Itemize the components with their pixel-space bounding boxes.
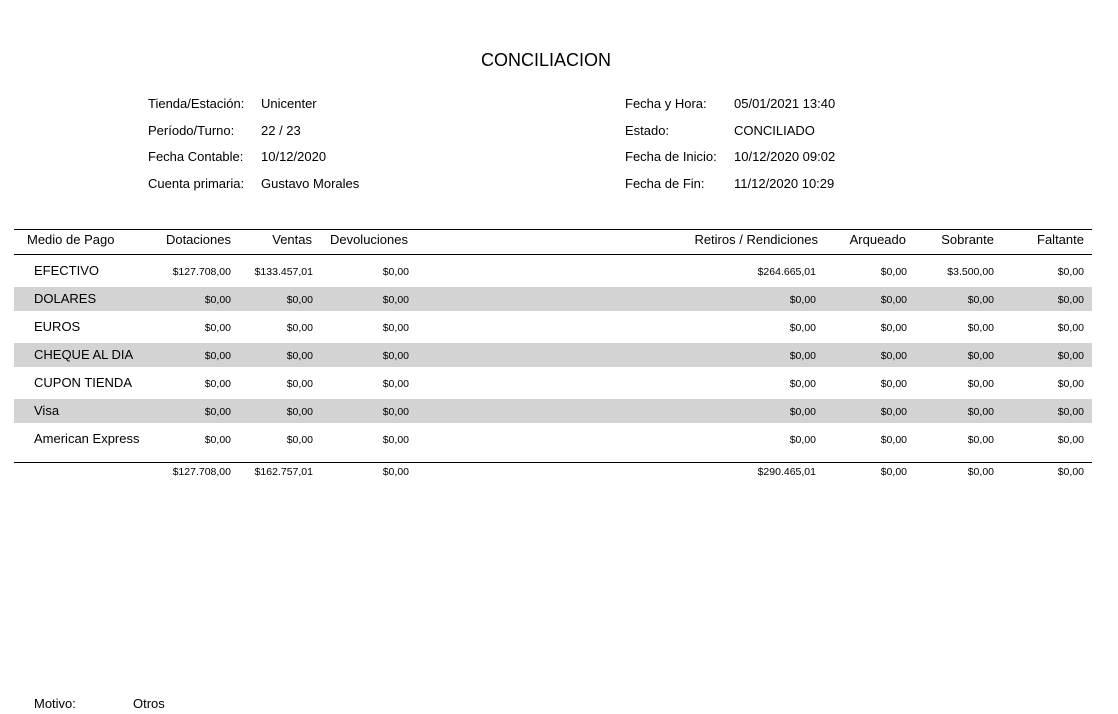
cell-faltante: $0,00: [1057, 434, 1084, 446]
cell-retiros: $0,00: [789, 378, 816, 390]
total-retiros: $290.465,01: [757, 466, 816, 478]
total-arqueado: $0,00: [880, 466, 907, 478]
table-row: [14, 315, 1092, 339]
payment-method: EFECTIVO: [34, 263, 100, 278]
table-row: [14, 427, 1092, 451]
cell-faltante: $0,00: [1057, 350, 1084, 362]
cell-ventas: $0,00: [286, 350, 313, 362]
cell-dotaciones: $0,00: [204, 434, 231, 446]
total-dotaciones: $127.708,00: [172, 466, 231, 478]
cell-sobrante: $0,00: [967, 350, 994, 362]
cell-faltante: $0,00: [1057, 294, 1084, 306]
total-sobrante: $0,00: [967, 466, 994, 478]
document-title: CONCILIACION: [480, 50, 612, 70]
cell-devoluciones: $0,00: [382, 378, 409, 390]
cell-sobrante: $3.500,00: [947, 266, 994, 278]
total-ventas: $162.757,01: [254, 466, 313, 478]
cell-dotaciones: $0,00: [204, 350, 231, 362]
info-label: Fecha Contable:: [148, 149, 244, 164]
column-header-medio: Medio de Pago: [27, 232, 115, 247]
payment-method: CUPON TIENDA: [34, 375, 132, 390]
info-label: Fecha y Hora:: [625, 96, 707, 111]
info-label: Tienda/Estación:: [148, 96, 245, 111]
cell-ventas: $0,00: [286, 406, 313, 418]
cell-retiros: $0,00: [789, 406, 816, 418]
cell-devoluciones: $0,00: [382, 406, 409, 418]
info-label: Período/Turno:: [148, 123, 235, 138]
cell-ventas: $0,00: [286, 434, 313, 446]
table-top-rule: [14, 229, 1092, 230]
payment-method: EUROS: [34, 319, 81, 334]
info-label: Fecha de Inicio:: [625, 149, 717, 164]
column-header-dotaciones: Dotaciones: [165, 232, 231, 247]
column-header-sobrante: Sobrante: [941, 232, 994, 247]
column-header-faltante: Faltante: [1037, 232, 1084, 247]
cell-sobrante: $0,00: [967, 406, 994, 418]
table-row: [14, 399, 1092, 423]
cell-devoluciones: $0,00: [382, 322, 409, 334]
cell-arqueado: $0,00: [880, 406, 907, 418]
motivo-value: Otros: [133, 696, 165, 711]
cell-dotaciones: $127.708,00: [172, 266, 231, 278]
cell-devoluciones: $0,00: [382, 434, 409, 446]
cell-dotaciones: $0,00: [204, 294, 231, 306]
info-value: 22 / 23: [261, 123, 301, 138]
payment-method: Visa: [34, 403, 60, 418]
cell-faltante: $0,00: [1057, 406, 1084, 418]
info-value: 10/12/2020 09:02: [734, 149, 836, 164]
cell-arqueado: $0,00: [880, 378, 907, 390]
cell-devoluciones: $0,00: [382, 294, 409, 306]
table-header-rule: [14, 254, 1092, 255]
info-value: Unicenter: [261, 96, 317, 111]
cell-sobrante: $0,00: [967, 378, 994, 390]
motivo-label: Motivo:: [34, 696, 76, 711]
info-value: CONCILIADO: [734, 123, 815, 138]
payment-method: DOLARES: [34, 291, 97, 306]
cell-ventas: $133.457,01: [254, 266, 313, 278]
column-header-ventas: Ventas: [272, 232, 312, 247]
info-label: Estado:: [625, 123, 670, 138]
cell-retiros: $0,00: [789, 322, 816, 334]
cell-devoluciones: $0,00: [382, 350, 409, 362]
info-value: Gustavo Morales: [261, 176, 360, 191]
cell-retiros: $0,00: [789, 294, 816, 306]
column-header-devoluciones: Devoluciones: [329, 232, 408, 247]
cell-dotaciones: $0,00: [204, 378, 231, 390]
info-value: 10/12/2020: [261, 149, 327, 164]
column-header-arqueado: Arqueado: [849, 232, 906, 247]
table-row: [14, 287, 1092, 311]
payment-method: CHEQUE AL DIA: [34, 347, 134, 362]
cell-dotaciones: $0,00: [204, 322, 231, 334]
table-row: [14, 259, 1092, 283]
cell-devoluciones: $0,00: [382, 266, 409, 278]
totals-rule: [14, 462, 1092, 463]
cell-retiros: $0,00: [789, 434, 816, 446]
cell-retiros: $0,00: [789, 350, 816, 362]
cell-sobrante: $0,00: [967, 294, 994, 306]
info-value: 11/12/2020 10:29: [734, 176, 835, 191]
cell-retiros: $264.665,01: [757, 266, 816, 278]
info-label: Cuenta primaria:: [148, 176, 245, 191]
cell-arqueado: $0,00: [880, 322, 907, 334]
table-row: [14, 371, 1092, 395]
cell-dotaciones: $0,00: [204, 406, 231, 418]
cell-arqueado: $0,00: [880, 350, 907, 362]
cell-arqueado: $0,00: [880, 266, 907, 278]
cell-ventas: $0,00: [286, 294, 313, 306]
cell-ventas: $0,00: [286, 322, 313, 334]
cell-faltante: $0,00: [1057, 266, 1084, 278]
table-row: [14, 343, 1092, 367]
info-label: Fecha de Fin:: [625, 176, 705, 191]
cell-faltante: $0,00: [1057, 378, 1084, 390]
total-faltante: $0,00: [1057, 466, 1084, 478]
cell-sobrante: $0,00: [967, 434, 994, 446]
cell-sobrante: $0,00: [967, 322, 994, 334]
column-header-retiros: Retiros / Rendiciones: [694, 232, 818, 247]
info-value: 05/01/2021 13:40: [734, 96, 836, 111]
payment-method: American Express: [34, 431, 140, 446]
cell-arqueado: $0,00: [880, 294, 907, 306]
total-devoluciones: $0,00: [382, 466, 409, 478]
cell-faltante: $0,00: [1057, 322, 1084, 334]
cell-ventas: $0,00: [286, 378, 313, 390]
cell-arqueado: $0,00: [880, 434, 907, 446]
